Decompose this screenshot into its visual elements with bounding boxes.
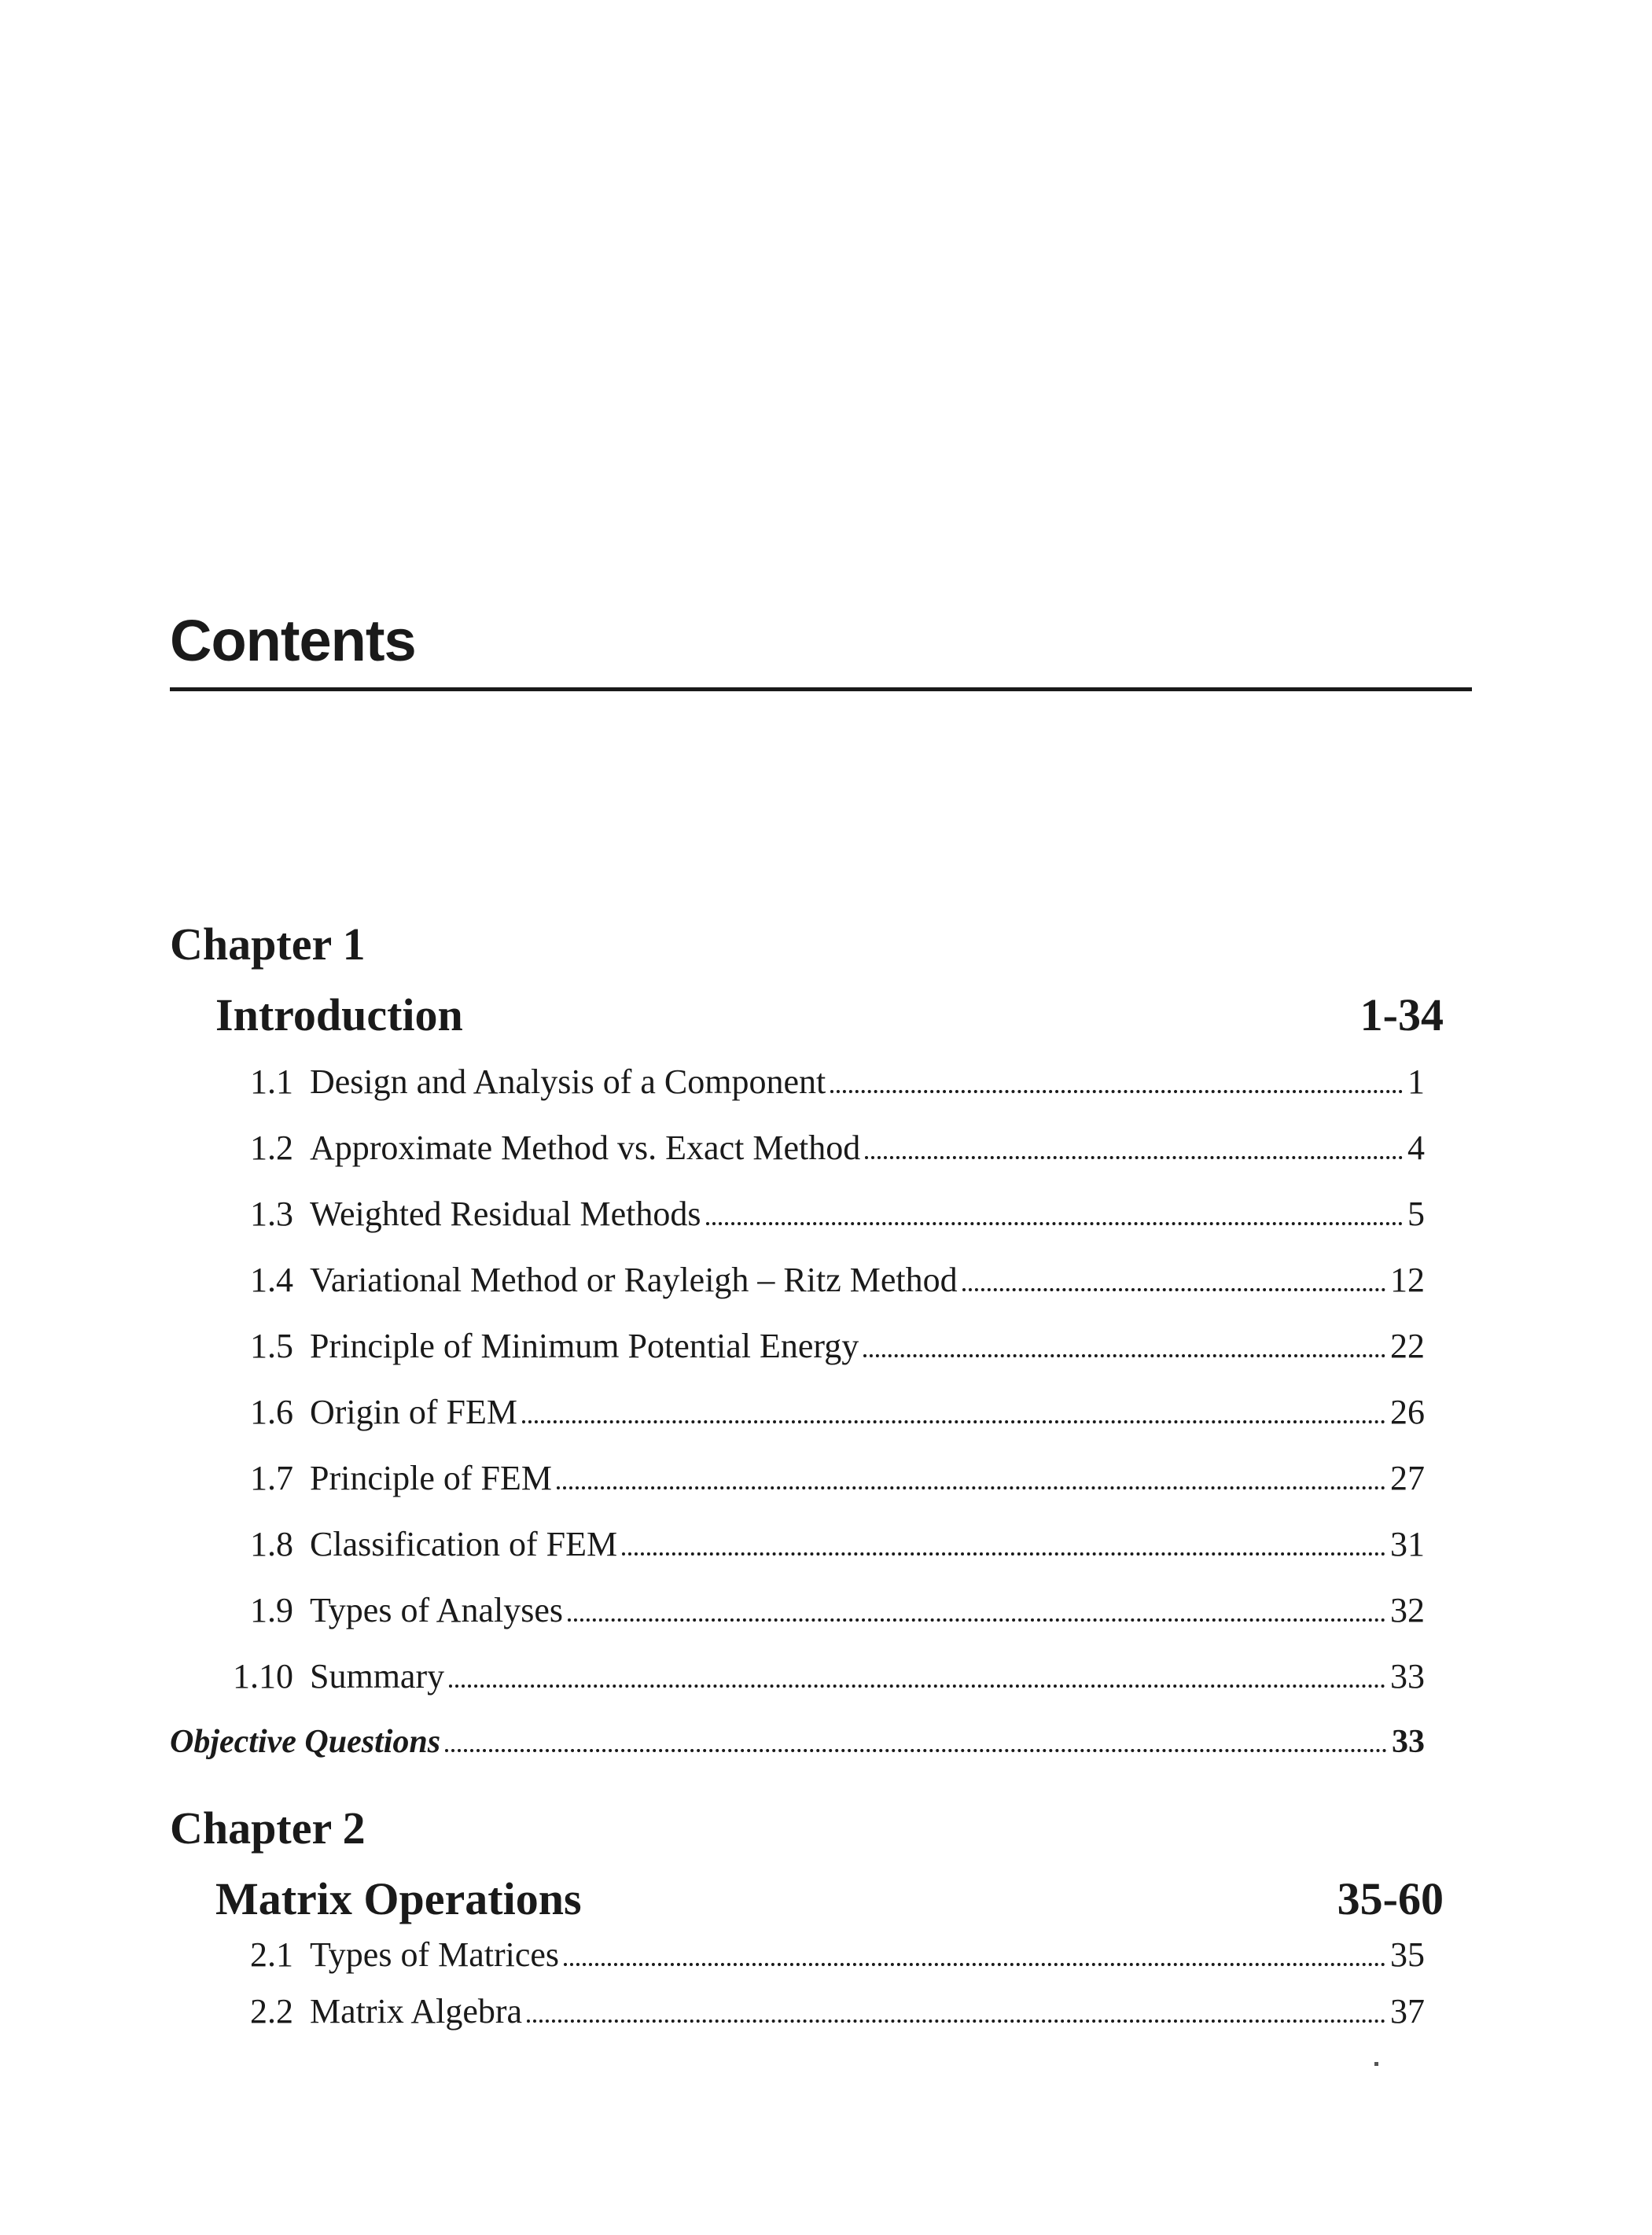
chapter-page-range: 1-34 (1359, 989, 1444, 1040)
section-number: 1.6 (250, 1393, 293, 1431)
section-title: Summary (310, 1657, 445, 1696)
section-number: 1.1 (250, 1062, 293, 1101)
toc-line (310, 1197, 1425, 1232)
section-number: 1.4 (250, 1261, 293, 1299)
section-number: 1.8 (250, 1525, 293, 1563)
chapter-2 (170, 1802, 1444, 2060)
page-number: 37 (1390, 1992, 1425, 2031)
chapter-heading[interactable] (215, 1873, 1444, 1938)
dot-leader (449, 1685, 1385, 1688)
section-title: Principle of Minimum Potential Energy (310, 1327, 859, 1365)
page-number: 32 (1390, 1591, 1425, 1629)
chapter-label: Chapter 2 (170, 1802, 366, 1854)
page-number: 4 (1407, 1129, 1425, 1167)
chapter-page-range: 35-60 (1337, 1873, 1444, 1924)
toc-line (310, 1994, 1425, 2029)
chapter-1 (170, 919, 1444, 1798)
objective-questions-entry[interactable] (170, 1725, 1425, 1798)
toc-entry[interactable] (170, 1994, 1444, 2060)
toc-line (310, 1527, 1425, 1562)
section-title: Principle of FEM (310, 1459, 552, 1497)
dot-leader (865, 1156, 1403, 1159)
dot-leader (830, 1090, 1403, 1093)
dot-leader (863, 1354, 1385, 1357)
section-number: 2.1 (250, 1935, 293, 1974)
toc-entry[interactable] (170, 1395, 1444, 1461)
toc-entry[interactable] (170, 1263, 1444, 1329)
toc-entry[interactable] (170, 1131, 1444, 1197)
page-number: 35 (1390, 1935, 1425, 1974)
page-number: 22 (1390, 1327, 1425, 1365)
dot-leader (622, 1552, 1385, 1556)
section-title: Weighted Residual Methods (310, 1195, 701, 1233)
toc-line (310, 1935, 1425, 1974)
page-number: 26 (1390, 1393, 1425, 1431)
section-title: Design and Analysis of a Component (310, 1062, 826, 1101)
section-title: Approximate Method vs. Exact Method (310, 1129, 861, 1167)
section-title: Variational Method or Rayleigh – Ritz Method (310, 1261, 958, 1299)
toc-line (310, 1395, 1425, 1430)
chapter-heading[interactable] (215, 989, 1444, 1065)
toc-line (310, 1329, 1425, 1364)
toc-line (310, 1659, 1425, 1694)
chapter-title: Matrix Operations (215, 1873, 582, 1924)
section-title: Origin of FEM (310, 1393, 517, 1431)
scan-speck (1374, 2062, 1378, 2066)
dot-leader (568, 1618, 1385, 1622)
title-rule (170, 687, 1472, 691)
section-number: 1.9 (250, 1591, 293, 1629)
section-number: 1.3 (250, 1195, 293, 1233)
chapter-label: Chapter 1 (170, 919, 366, 970)
dot-leader (564, 1963, 1385, 1966)
section-number: 1.5 (250, 1327, 293, 1365)
section-title: Types of Matrices (310, 1935, 560, 1974)
section-number: 2.2 (250, 1992, 293, 2031)
dot-leader (445, 1749, 1387, 1752)
page-number: 1 (1407, 1062, 1425, 1101)
toc-entry[interactable] (170, 1527, 1444, 1593)
page-number: 33 (1392, 1724, 1425, 1760)
page-number: 33 (1390, 1657, 1425, 1696)
dot-leader (522, 1420, 1385, 1423)
page-number: 31 (1390, 1525, 1425, 1563)
toc-line (310, 1263, 1425, 1298)
toc-entry[interactable] (170, 1593, 1444, 1659)
toc-entry[interactable] (170, 1197, 1444, 1263)
page-number: 27 (1390, 1459, 1425, 1497)
dot-leader (706, 1222, 1404, 1225)
toc-entry[interactable] (170, 1062, 1444, 1131)
toc-entry[interactable] (170, 1935, 1444, 1994)
dot-leader (557, 1486, 1385, 1489)
page-number: 5 (1407, 1195, 1425, 1233)
section-title: Classification of FEM (310, 1525, 618, 1563)
page-number: 12 (1390, 1261, 1425, 1299)
section-title: Matrix Algebra (310, 1992, 523, 2031)
toc-entry[interactable] (170, 1659, 1444, 1725)
page-title: Contents (170, 608, 416, 673)
toc-line (310, 1593, 1425, 1628)
section-number: 1.10 (233, 1657, 293, 1696)
toc-entry[interactable] (170, 1461, 1444, 1527)
toc-line (310, 1131, 1425, 1165)
toc-line (310, 1461, 1425, 1496)
dot-leader (527, 2020, 1385, 2023)
section-number: 1.7 (250, 1459, 293, 1497)
chapter-title: Introduction (215, 989, 463, 1040)
toc-line (310, 1062, 1425, 1101)
toc-entry[interactable] (170, 1329, 1444, 1395)
objective-questions-title: Objective Questions (170, 1724, 441, 1760)
section-number: 1.2 (250, 1129, 293, 1167)
section-title: Types of Analyses (310, 1591, 563, 1629)
dot-leader (962, 1288, 1385, 1291)
